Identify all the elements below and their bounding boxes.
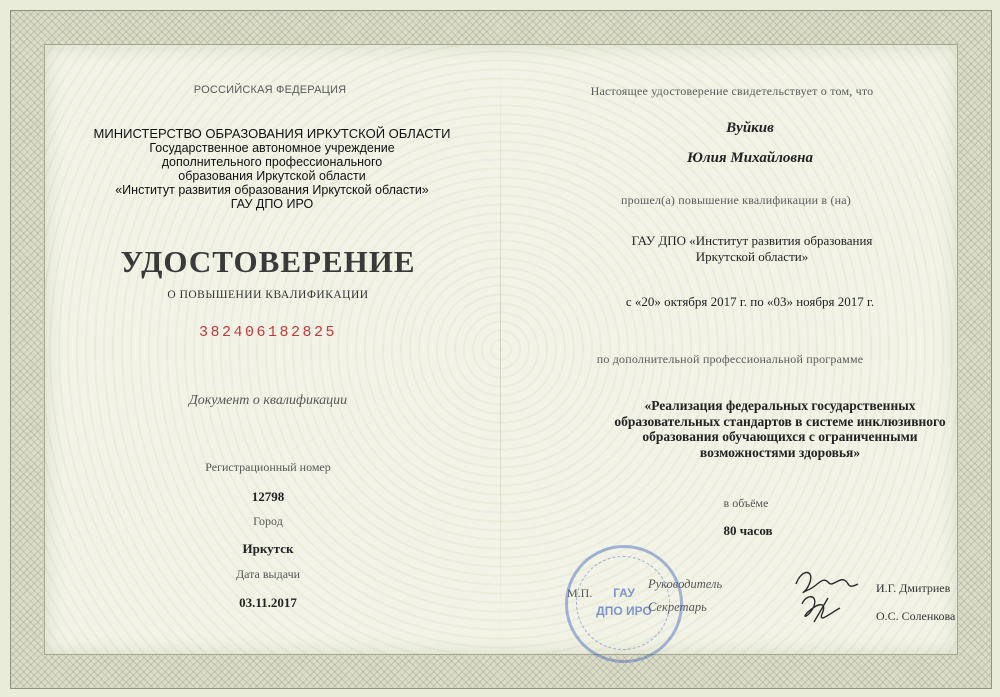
passed-text: прошел(а) повышение квалификации в (на) — [620, 193, 852, 207]
institution-line: ГАУ ДПО «Институт развития образования — [631, 233, 873, 248]
issue-date: 03.11.2017 — [239, 595, 297, 610]
program-title — [600, 398, 960, 460]
volume-label: в объёме — [723, 496, 769, 510]
recipient-surname: Вуйкив — [726, 120, 774, 136]
head-signature — [796, 573, 858, 593]
institution-block — [632, 233, 873, 265]
country-label: РОССИЙСКАЯ ФЕДЕРАЦИЯ — [193, 84, 347, 96]
document-type: Документ о квалификации — [188, 393, 348, 408]
organization-block — [94, 127, 451, 211]
program-line: образовательных стандартов в системе инклюзивного — [614, 413, 946, 429]
org-line: МИНИСТЕРСТВО ОБРАЗОВАНИЯ ИРКУТСКОЙ ОБЛАСТИ — [93, 126, 451, 141]
signature-image — [788, 564, 868, 634]
reg-number-label: Регистрационный номер — [205, 460, 331, 474]
seal-place-label: М.П. — [567, 586, 593, 600]
volume-value: 80 часов — [723, 523, 773, 538]
stamp-text-2: ДПО ИРО — [596, 604, 652, 618]
program-label: по дополнительной профессиональной программе — [596, 352, 864, 366]
intro-text: Настоящее удостоверение свидетельствует о том, что — [590, 84, 874, 98]
org-line: дополнительного профессионального — [161, 155, 383, 169]
certificate-subtitle: О ПОВЫШЕНИИ КВАЛИФИКАЦИИ — [167, 289, 369, 301]
program-line: «Реализация федеральных государственных — [644, 398, 916, 413]
org-line: Государственное автономное учреждение — [149, 141, 395, 155]
course-period: с «20» октября 2017 г. по «03» ноября 2017 г. — [625, 294, 875, 309]
head-name: И.Г. Дмитриев — [876, 581, 951, 595]
serial-number: 382406182825 — [198, 324, 338, 341]
stamp-ring — [576, 556, 670, 650]
certificate-title: УДОСТОВЕРЕНИЕ — [120, 244, 416, 279]
org-line: образования Иркутской области — [178, 169, 366, 183]
stamp-seal — [565, 545, 683, 663]
recipient-name: Юлия Михайловна — [687, 150, 813, 166]
stamp-text-1: ГАУ — [613, 586, 635, 600]
org-line: ГАУ ДПО ИРО — [230, 197, 314, 211]
program-line: образования обучающихся с ограниченными — [642, 429, 918, 444]
city: Иркутск — [242, 541, 294, 556]
secretary-name: О.С. Соленкова — [876, 609, 956, 623]
city-label: Город — [253, 514, 283, 528]
issue-date-label: Дата выдачи — [235, 567, 301, 581]
institution-line: Иркутской области» — [695, 249, 809, 264]
secretary-signature — [802, 597, 840, 622]
program-line: возможностями здоровья» — [699, 444, 861, 460]
reg-number: 12798 — [251, 489, 285, 504]
center-fold — [500, 44, 501, 653]
head-label: Руководитель — [648, 577, 723, 591]
secretary-label: Секретарь — [648, 600, 707, 614]
org-line: «Институт развития образования Иркутской области» — [115, 183, 429, 197]
